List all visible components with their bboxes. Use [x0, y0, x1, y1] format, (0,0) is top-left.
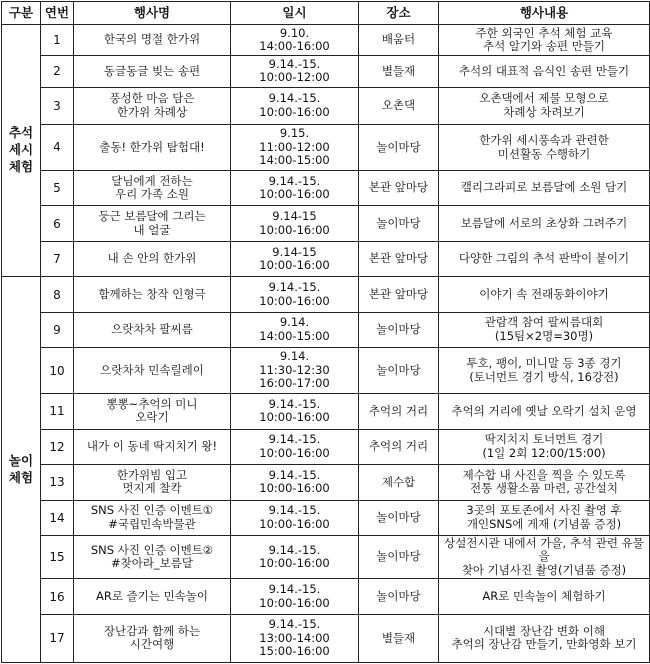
- event-place: 본관 앞마당: [359, 171, 439, 206]
- event-place: 놀이마당: [359, 535, 439, 578]
- row-number: 12: [41, 429, 74, 464]
- event-datetime: 9.14-15 10:00-16:00: [231, 241, 359, 276]
- row-number: 1: [41, 25, 74, 56]
- event-content: 추석의 대표적 음식인 송편 만들기: [439, 56, 650, 87]
- event-content: 한가위 세시풍속과 관련한 미션활동 수행하기: [439, 125, 650, 171]
- header-place: 장소: [359, 2, 439, 25]
- table-row: [2, 277, 650, 312]
- event-place: 본관 앞마당: [359, 241, 439, 276]
- table-row: [2, 25, 650, 56]
- category-cell: 놀이 체험: [2, 277, 41, 663]
- event-datetime: 9.14.-15. 10:00-16:00: [231, 465, 359, 500]
- event-content: 보름달에 서로의 초상화 그려주기: [439, 206, 650, 241]
- event-schedule-table: [1, 1, 650, 663]
- table-row: [2, 500, 650, 535]
- table-row: [2, 465, 650, 500]
- row-number: 15: [41, 535, 74, 578]
- event-name: 풍성한 마음 담은 한가위 차례상: [74, 87, 231, 125]
- event-place: 놀이마당: [359, 348, 439, 394]
- event-name: 출동! 한가위 탐험대!: [74, 125, 231, 171]
- event-content: 시대별 장난감 변화 이해 추억의 장난감 만들기, 만화영화 보기: [439, 614, 650, 662]
- event-name: 내가 이 동네 딱지치기 왕!: [74, 429, 231, 464]
- event-place: 본관 앞마당: [359, 277, 439, 312]
- event-place: 제수합: [359, 465, 439, 500]
- event-content: 딱지치지 토너먼트 경기 (1일 2회 12:00/15:00): [439, 429, 650, 464]
- row-number: 13: [41, 465, 74, 500]
- event-datetime: 9.14-15 10:00-16:00: [231, 206, 359, 241]
- header-datetime: 일시: [231, 2, 359, 25]
- header-event-name: 행사명: [74, 2, 231, 25]
- table-row: [2, 125, 650, 171]
- event-place: 놀이마당: [359, 125, 439, 171]
- event-place: 놀이마당: [359, 500, 439, 535]
- event-place: 별들재: [359, 614, 439, 662]
- event-place: 놀이마당: [359, 312, 439, 347]
- event-datetime: 9.14.-15. 13:00-14:00 15:00-16:00: [231, 614, 359, 662]
- event-datetime: 9.14.-15. 10:00-12:00: [231, 56, 359, 87]
- event-content: 다양한 그림의 추석 판박이 붙이기: [439, 241, 650, 276]
- event-content: 추억의 거리에 옛날 오락기 설치 운영: [439, 394, 650, 429]
- event-name: AR로 즐기는 민속놀이: [74, 579, 231, 614]
- row-number: 17: [41, 614, 74, 662]
- header-category: 구분: [2, 2, 41, 25]
- event-name: 장난감과 함께 하는 시간여행: [74, 614, 231, 662]
- event-name: 한국의 명절 한가위: [74, 25, 231, 56]
- event-name: 뽕뽕~추억의 미니 오락기: [74, 394, 231, 429]
- table-row: [2, 56, 650, 87]
- event-name: 내 손 안의 한가위: [74, 241, 231, 276]
- event-place: 추억의 거리: [359, 429, 439, 464]
- event-content: 상설전시관 내에서 가을, 추석 관련 유물을 찾아 기념사진 촬영(기념품 증정): [439, 535, 650, 578]
- header-row: [2, 2, 650, 25]
- table-row: [2, 312, 650, 347]
- event-content: 제수합 내 사진을 찍을 수 있도록 전통 생활소품 마련, 공간설치: [439, 465, 650, 500]
- row-number: 8: [41, 277, 74, 312]
- header-number: 연번: [41, 2, 74, 25]
- event-place: 오촌댁: [359, 87, 439, 125]
- event-place: 배움터: [359, 25, 439, 56]
- event-datetime: 9.14.-15. 10:00-16:00: [231, 579, 359, 614]
- category-cell: 추석 세시 체험: [2, 25, 41, 277]
- table-row: [2, 171, 650, 206]
- table-row: [2, 348, 650, 394]
- table-row: [2, 535, 650, 578]
- event-name: 으랏차차 팔씨름: [74, 312, 231, 347]
- event-name: 함께하는 창작 인형극: [74, 277, 231, 312]
- event-content: 캘리그라피로 보름달에 소원 담기: [439, 171, 650, 206]
- event-name: 한가위빔 입고 멋지게 찰칵: [74, 465, 231, 500]
- event-content: 주한 외국인 추석 체험 교육 추석 알기와 송편 만들기: [439, 25, 650, 56]
- row-number: 14: [41, 500, 74, 535]
- row-number: 16: [41, 579, 74, 614]
- event-datetime: 9.15. 11:00-12:00 14:00-15:00: [231, 125, 359, 171]
- table-row: [2, 614, 650, 662]
- event-place: 놀이마당: [359, 579, 439, 614]
- event-datetime: 9.14.-15. 10:00-16:00: [231, 171, 359, 206]
- event-datetime: 9.14. 11:30-12:30 16:00-17:00: [231, 348, 359, 394]
- table-row: [2, 579, 650, 614]
- event-datetime: 9.14.-15. 10:00-16:00: [231, 277, 359, 312]
- table-row: [2, 394, 650, 429]
- row-number: 6: [41, 206, 74, 241]
- event-datetime: 9.14.-15. 10:00-16:00: [231, 429, 359, 464]
- table-row: [2, 429, 650, 464]
- event-place: 별들재: [359, 56, 439, 87]
- event-content: 3곳의 포토존에서 사진 촬영 후 개인SNS에 게재 (기념품 증정): [439, 500, 650, 535]
- row-number: 10: [41, 348, 74, 394]
- event-name: 으랏차차 민속릴레이: [74, 348, 231, 394]
- table-row: [2, 87, 650, 125]
- row-number: 4: [41, 125, 74, 171]
- row-number: 11: [41, 394, 74, 429]
- event-content: 이야기 속 전래동화이야기: [439, 277, 650, 312]
- table-row: [2, 206, 650, 241]
- event-name: SNS 사진 인증 이벤트① #국립민속박물관: [74, 500, 231, 535]
- event-datetime: 9.10. 14:00-16:00: [231, 25, 359, 56]
- event-datetime: 9.14.-15. 10:00-16:00: [231, 535, 359, 578]
- row-number: 5: [41, 171, 74, 206]
- event-datetime: 9.14. 14:00-15:00: [231, 312, 359, 347]
- event-content: 투호, 팽이, 미니말 등 3종 경기 (토너먼트 경기 방식, 16강전): [439, 348, 650, 394]
- row-number: 7: [41, 241, 74, 276]
- event-content: 관람객 참여 팔씨름대회 (15팀×2명=30명): [439, 312, 650, 347]
- header-content: 행사내용: [439, 2, 650, 25]
- event-datetime: 9.14.-15. 10:00-16:00: [231, 87, 359, 125]
- event-name: 둥근 보름달에 그리는 내 얼굴: [74, 206, 231, 241]
- row-number: 3: [41, 87, 74, 125]
- row-number: 2: [41, 56, 74, 87]
- event-datetime: 9.14.-15. 10:00-16:00: [231, 394, 359, 429]
- event-place: 추억의 거리: [359, 394, 439, 429]
- event-content: AR로 민속놀이 체험하기: [439, 579, 650, 614]
- event-name: 동글동글 빚는 송편: [74, 56, 231, 87]
- row-number: 9: [41, 312, 74, 347]
- event-place: 놀이마당: [359, 206, 439, 241]
- event-name: SNS 사진 인증 이벤트② #찾아라_보름달: [74, 535, 231, 578]
- event-datetime: 9.14.-15. 10:00-16:00: [231, 500, 359, 535]
- event-name: 달님에게 전하는 우리 가족 소원: [74, 171, 231, 206]
- event-content: 오촌댁에서 제물 모형으로 차례상 차려보기: [439, 87, 650, 125]
- table-row: [2, 241, 650, 276]
